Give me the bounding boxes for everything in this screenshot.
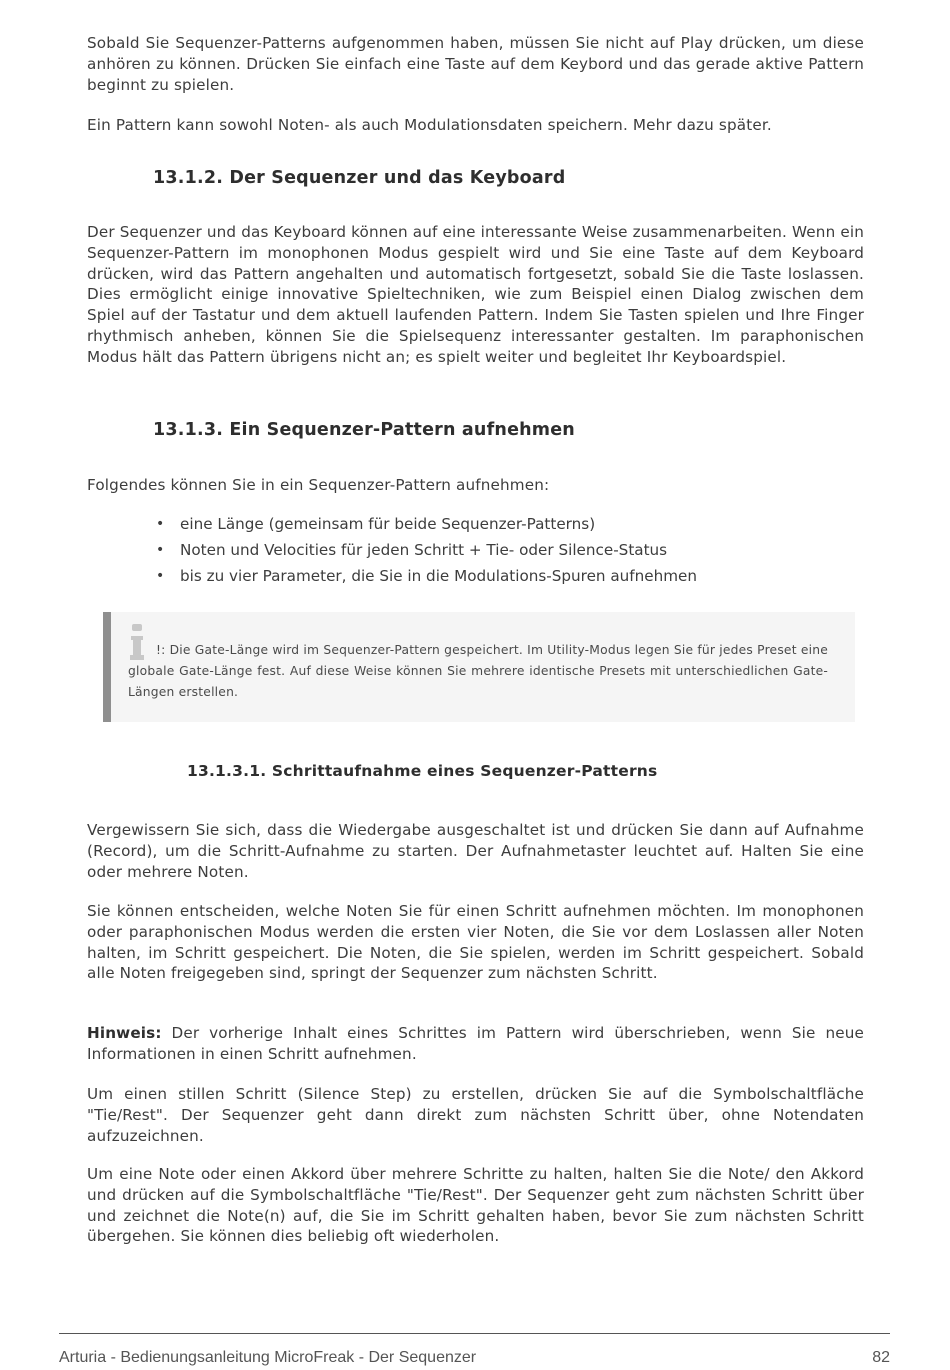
paragraph-record-intro: Folgendes können Sie in ein Sequenzer-Pattern aufnehmen:	[87, 476, 550, 494]
info-note-text: !: Die Gate-Länge wird im Sequenzer-Pattern gespeichert. Im Utility-Modus legen Sie für jedes Preset eine globale Gate-Länge fest. Auf diese Weise können Sie mehrere identische Presets mit unterschiedlichen Gate-Längen erstellen.	[128, 643, 828, 699]
paragraph-silence-step: Um einen stillen Schritt (Silence Step) zu erstellen, drücken Sie auf die Symbolschaltfläche "Tie/Rest". Der Sequenzer geht dann direkt zum nächsten Schritt über, ohne Notendaten aufzuzeichnen.	[87, 1085, 864, 1145]
hinweis-text: Der vorherige Inhalt eines Schrittes im Pattern wird überschrieben, wenn Sie neue Informationen in einen Schritt aufnehmen.	[87, 1024, 864, 1063]
info-note-box	[103, 612, 855, 722]
paragraph-pattern-data: Ein Pattern kann sowohl Noten- als auch Modulationsdaten speichern. Mehr dazu später.	[87, 116, 772, 134]
paragraph-sequencer-keyboard: Der Sequenzer und das Keyboard können auf eine interessante Weise zusammenarbeiten. Wenn ein Sequenzer-Pattern im monophonen Modus gespielt wird und Sie eine Taste auf dem Keyboard drücken, wird das Pattern angehalten und automatisch fortgesetzt, sobald Sie die Taste loslassen. Dies ermöglicht einige innovative Spieltechniken, wie zum Beispiel einen Dialog zwischen dem Spiel auf der Tastatur und dem aktuell laufenden Pattern. Indem Sie Tasten spielen und Ihre Finger rhythmisch anheben, können Sie die Spielsequenz interessanter gestalten. Im paraphonischen Modus hält das Pattern übrigens nicht an; es spielt weiter und begleitet Ihr Keyboardspiel.	[87, 223, 864, 366]
paragraph-tie-step: Um eine Note oder einen Akkord über mehrere Schritte zu halten, halten Sie die Note/ den Akkord und drücken auf die Symbolschaltfläche "Tie/Rest". Der Sequenzer geht zum nächsten Schritt über und zeichnet die Note(n) auf, die Sie im Schritt gehalten haben, bevor Sie zum nächsten Schritt übergehen. Sie können dies beliebig oft wiederholen.	[87, 1165, 864, 1246]
list-item: • eine Länge (gemeinsam für beide Sequenzer-Patterns)	[156, 515, 596, 533]
list-item: • bis zu vier Parameter, die Sie in die Modulations-Spuren aufnehmen	[156, 567, 698, 585]
heading-record-pattern: 13.1.3. Ein Sequenzer-Pattern aufnehmen	[153, 420, 575, 440]
paragraph-step-notes: Sie können entscheiden, welche Noten Sie für einen Schritt aufnehmen möchten. Im monophonen oder paraphonischen Modus werden die ersten vier Noten, die Sie vor dem Loslassen aller Noten halten, im Schritt gespeichert. Die Noten, die Sie spielen, werden im Schritt gespeichert. Sobald alle Noten freigegeben sind, springt der Sequenzer zum nächsten Schritt.	[87, 902, 864, 983]
bullet-list	[153, 511, 853, 589]
paragraph-playback: Sobald Sie Sequenzer-Patterns aufgenommen haben, müssen Sie nicht auf Play drücken, um diese anhören zu können. Drücken Sie einfach eine Taste auf dem Keybord und das gerade aktive Pattern beginnt zu spielen.	[87, 34, 864, 94]
paragraph-hinweis	[87, 1023, 864, 1065]
paragraph-step-record-start: Vergewissern Sie sich, dass die Wiedergabe ausgeschaltet ist und drücken Sie dann auf Aufnahme (Record), um die Schritt-Aufnahme zu starten. Der Aufnahmetaster leuchtet auf. Halten Sie eine oder mehrere Noten.	[87, 821, 864, 881]
hinweis-label: Hinweis:	[87, 1024, 162, 1042]
page-number: 82	[872, 1349, 890, 1366]
footer-title: Arturia - Bedienungsanleitung MicroFreak - Der Sequenzer	[59, 1349, 477, 1366]
list-item: • Noten und Velocities für jeden Schritt + Tie- oder Silence-Status	[156, 541, 668, 559]
footer-divider	[59, 1333, 890, 1334]
heading-step-recording: 13.1.3.1. Schrittaufnahme eines Sequenzer-Patterns	[187, 762, 658, 780]
heading-sequencer-keyboard: 13.1.2. Der Sequenzer und das Keyboard	[153, 168, 566, 188]
